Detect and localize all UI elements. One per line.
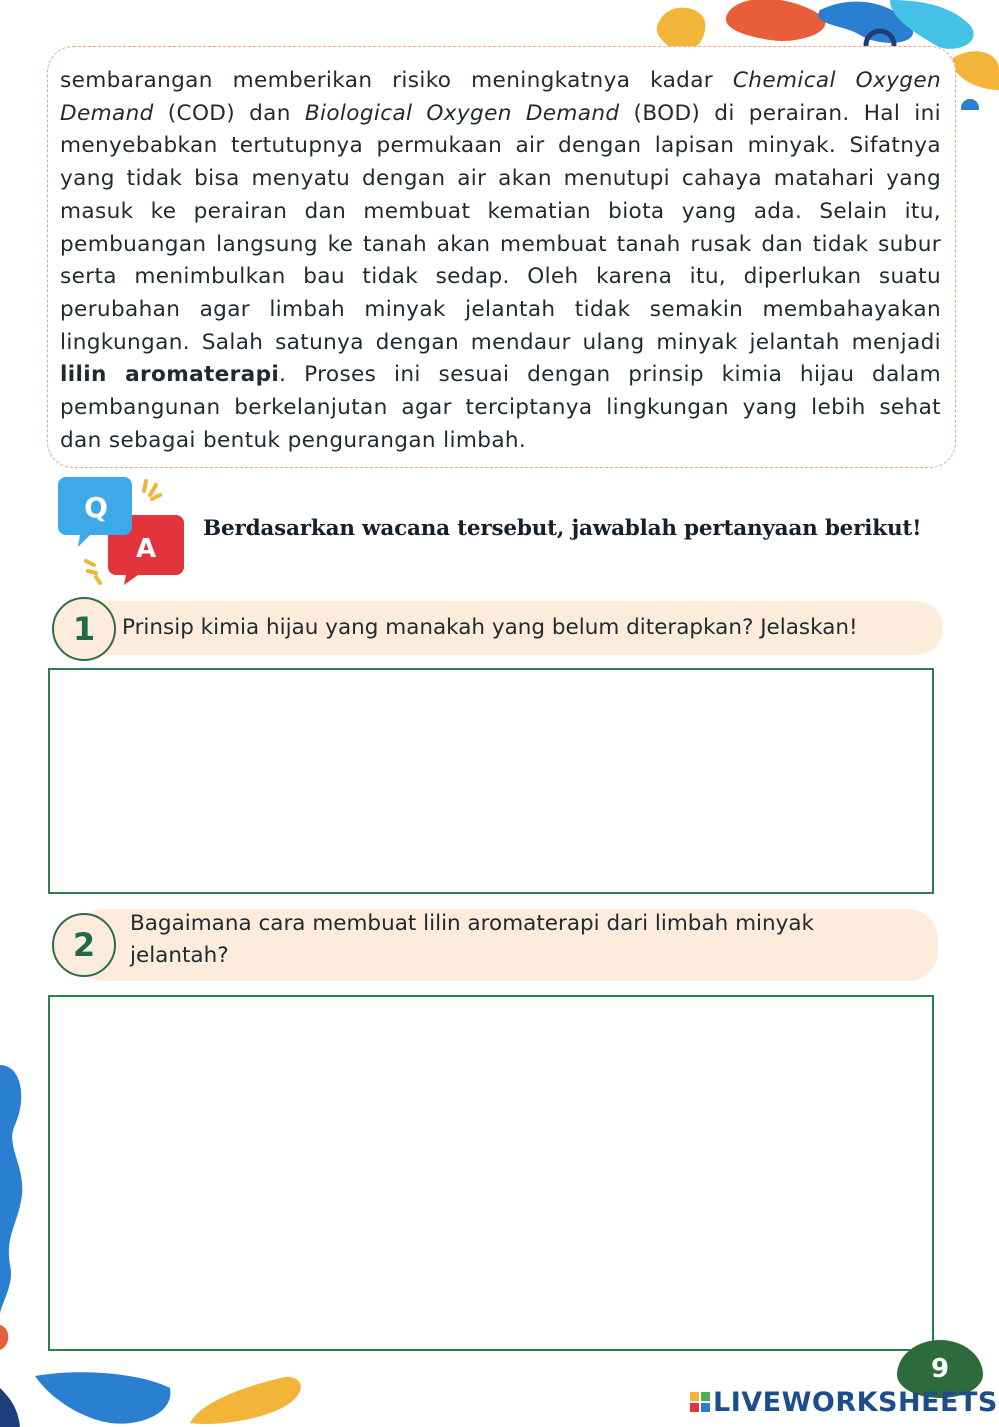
question-1-number: 1 [52,597,116,661]
liveworksheets-brand [690,1384,998,1420]
question-2-text-line2: jelantah? [130,943,229,968]
question-2-text [130,908,814,972]
question-2-text-line1: Bagaimana cara membuat lilin aromaterapi dari limbah minyak [130,911,814,936]
answer-box-1[interactable] [48,668,934,894]
decorative-blobs-bottom [0,1368,330,1427]
a-letter: A [135,534,157,564]
answer-box-2[interactable] [48,995,934,1351]
passage-box [47,46,956,468]
q-letter: Q [84,491,108,524]
decorative-blobs-left [0,1055,30,1355]
question-1-text: Prinsip kimia hijau yang manakah yang belum diterapkan? Jelaskan! [122,615,858,640]
passage-text: sembarangan memberikan risiko meningkatnya kadar Chemical Oxygen Demand (COD) dan Biological Oxygen Demand (BOD) di perairan. Hal ini menyebabkan tertutupnya permukaan air dengan lapisan minyak. Sifatnya yang tidak bisa menyatu dengan air akan menutupi cahaya matahari yang masuk ke perairan dan membuat kematian biota yang ada. Selain itu, pembuangan langsung ke tanah akan membuat tanah rusak dan tidak subur serta menimbulkan bau tidak sedap. Oleh karena itu, diperlukan suatu perubahan agar limbah minyak jelantah tidak semakin membahayakan lingkungan. Salah satunya dengan mendaur ulang minyak jelantah menjadi lilin aromaterapi. Proses ini sesuai dengan prinsip kimia hijau dalam pembangunan berkelanjutan agar terciptanya lingkungan yang lebih sehat dan sebagai bentuk pengurangan limbah. [60,68,941,453]
qa-bubbles-icon [56,475,188,585]
brand-name: LIVEWORKSHEETS [713,1386,998,1418]
liveworksheets-logo-icon [690,1392,710,1412]
instruction-text: Berdasarkan wacana tersebut, jawablah pertanyaan berikut! [203,516,922,541]
question-2-number: 2 [52,913,116,977]
page-number-badge: 9 [897,1340,983,1398]
